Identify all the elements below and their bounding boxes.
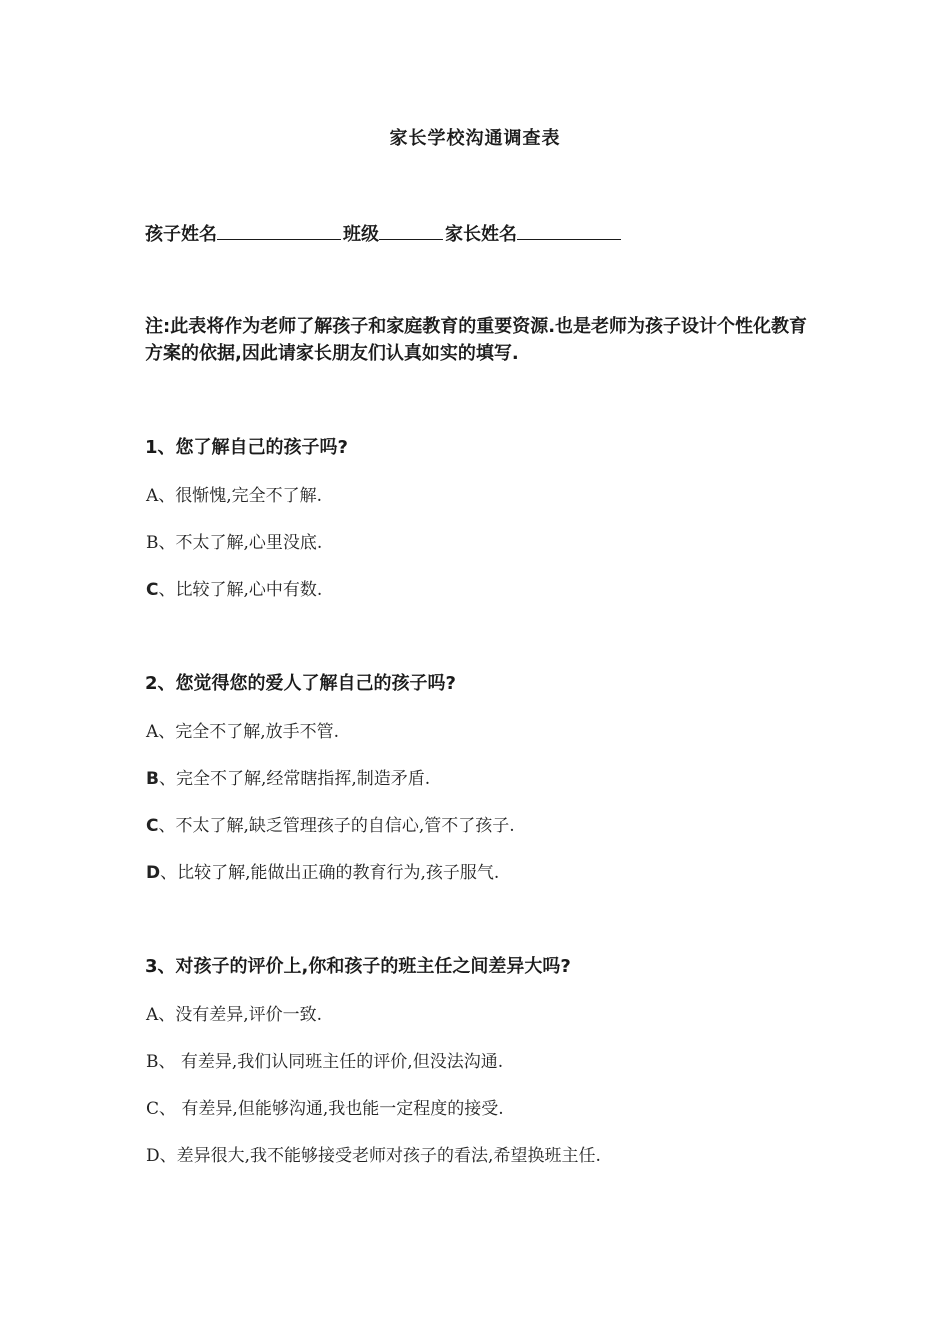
option-letter: A bbox=[146, 722, 159, 742]
class-label: 班级 bbox=[343, 224, 379, 245]
option-separator: 、 bbox=[158, 1005, 176, 1025]
question-3-option-c[interactable] bbox=[146, 1094, 504, 1119]
option-text: 很惭愧,完全不了解. bbox=[175, 486, 323, 506]
parent-name-field[interactable] bbox=[517, 221, 621, 240]
option-separator: 、 bbox=[158, 580, 176, 600]
page-title: 家长学校沟通调查表 bbox=[389, 128, 561, 149]
option-text: 完全不了解,放手不管. bbox=[175, 722, 340, 742]
info-fields-row bbox=[145, 220, 623, 246]
option-letter: C bbox=[146, 816, 159, 836]
option-text: 完全不了解,经常瞎指挥,制造矛盾. bbox=[175, 769, 431, 789]
option-letter: D bbox=[146, 1146, 160, 1166]
question-1: 1、您了解自己的孩子吗? bbox=[145, 437, 348, 458]
option-text: 不太了解,心里没底. bbox=[175, 533, 323, 553]
option-letter: B bbox=[146, 533, 159, 553]
option-letter: B bbox=[146, 1052, 159, 1072]
option-letter: C bbox=[146, 580, 159, 600]
option-separator: 、 bbox=[159, 1099, 177, 1119]
option-separator: 、 bbox=[158, 486, 176, 506]
question-3-option-d[interactable] bbox=[146, 1141, 601, 1166]
option-text: 差异很大,我不能够接受老师对孩子的看法,希望换班主任. bbox=[176, 1146, 601, 1166]
option-text: 比较了解,心中有数. bbox=[175, 580, 323, 600]
question-1-option-a[interactable] bbox=[146, 481, 322, 506]
option-separator: 、 bbox=[158, 533, 176, 553]
option-separator: 、 bbox=[158, 769, 176, 789]
question-3-option-a[interactable] bbox=[146, 1000, 322, 1025]
option-separator: 、 bbox=[160, 863, 178, 883]
class-field[interactable] bbox=[379, 221, 443, 240]
parent-name-label: 家长姓名 bbox=[445, 224, 517, 245]
option-separator: 、 bbox=[158, 722, 176, 742]
question-2-option-d[interactable] bbox=[146, 858, 499, 883]
question-2-option-a[interactable] bbox=[146, 717, 339, 742]
question-2-option-b[interactable] bbox=[146, 764, 430, 789]
question-2: 2、您觉得您的爱人了解自己的孩子吗? bbox=[145, 673, 456, 694]
question-3: 3、对孩子的评价上,你和孩子的班主任之间差异大吗? bbox=[145, 956, 571, 977]
option-text: 有差异,我们认同班主任的评价,但没法沟通. bbox=[175, 1052, 504, 1072]
option-letter: B bbox=[146, 769, 159, 789]
question-3-option-b[interactable] bbox=[146, 1047, 503, 1072]
child-name-label: 孩子姓名 bbox=[145, 224, 217, 245]
option-letter: D bbox=[146, 863, 161, 883]
option-letter: A bbox=[146, 486, 159, 506]
option-letter: C bbox=[146, 1099, 160, 1119]
option-separator: 、 bbox=[158, 816, 176, 836]
instruction-note: 注:此表将作为老师了解孩子和家庭教育的重要资源.也是老师为孩子设计个性化教育方案的依据,因此请家长朋友们认真如实的填写. bbox=[145, 316, 808, 364]
question-2-option-c[interactable] bbox=[146, 811, 515, 836]
option-text: 不太了解,缺乏管理孩子的自信心,管不了孩子. bbox=[175, 816, 515, 836]
option-separator: 、 bbox=[158, 1052, 176, 1072]
option-text: 没有差异,评价一致. bbox=[175, 1005, 323, 1025]
option-letter: A bbox=[146, 1005, 159, 1025]
option-text: 比较了解,能做出正确的教育行为,孩子服气. bbox=[177, 863, 500, 883]
child-name-field[interactable] bbox=[217, 221, 341, 240]
question-1-option-b[interactable] bbox=[146, 528, 322, 553]
option-text: 有差异,但能够沟通,我也能一定程度的接受. bbox=[176, 1099, 504, 1119]
option-separator: 、 bbox=[159, 1146, 177, 1166]
question-1-option-c[interactable] bbox=[146, 575, 322, 600]
